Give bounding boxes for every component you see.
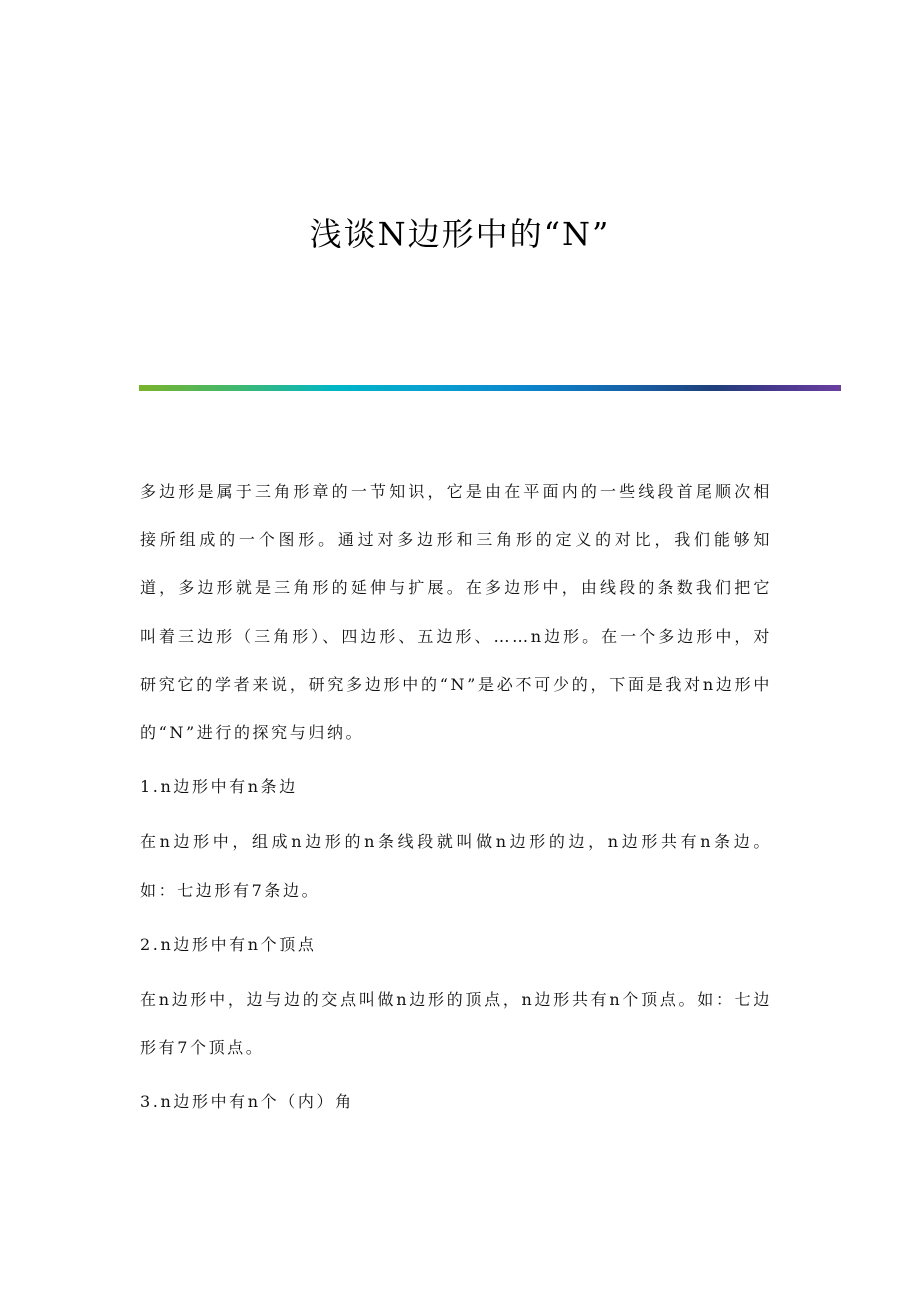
document-title: 浅谈N边形中的“N” (309, 215, 611, 253)
document-body (140, 468, 772, 1134)
gradient-divider (139, 385, 841, 391)
section-2-paragraph: 在n边形中，边与边的交点叫做n边形的顶点，n边形共有n个顶点。如：七边形有7个顶点。 (140, 990, 772, 1058)
section-1-paragraph: 在n边形中，组成n边形的n条线段就叫做n边形的边，n边形共有n条边。如：七边形有7条边。 (140, 832, 772, 900)
intro-paragraph: 多边形是属于三角形章的一节知识，它是由在平面内的一些线段首尾顺次相接所组成的一个图形。通过对多边形和三角形的定义的对比，我们能够知道，多边形就是三角形的延伸与扩展。在多边形中，由线段的条数我们把它叫着三边形（三角形）、四边形、五边形、……n边形。在一个多边形中，对研究它的学者来说，研究多边形中的“N”是必不可少的，下面是我对n边形中的“N”进行的探究与归纳。 (140, 482, 772, 743)
section-heading-1: 1.n边形中有n条边 (140, 777, 298, 797)
section-heading-2: 2.n边形中有n个顶点 (140, 934, 317, 954)
section-heading-3: 3.n边形中有n个（内）角 (140, 1092, 354, 1112)
